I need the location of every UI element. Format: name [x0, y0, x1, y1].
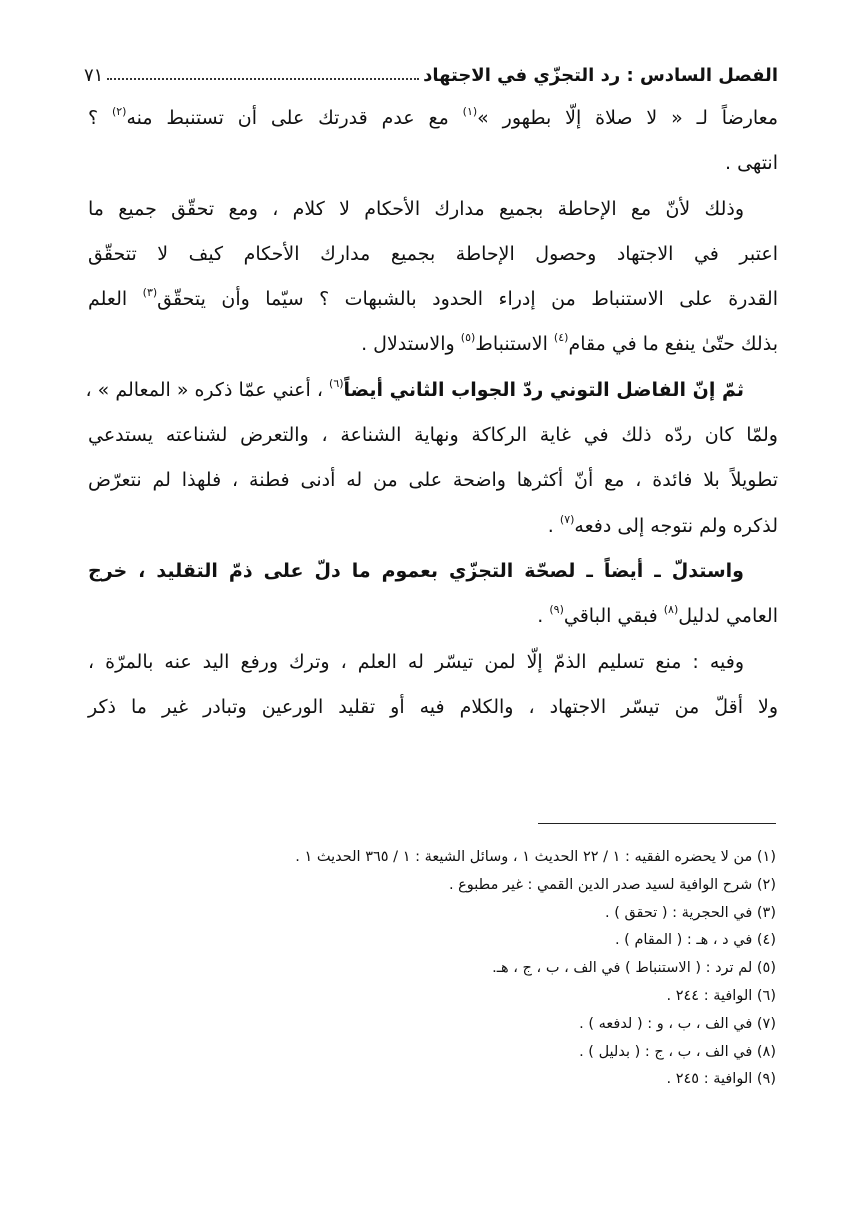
footnote: (٤) في د ، هـ : ( المقام ) . — [614, 932, 776, 949]
footnote-ref: (٧) — [559, 512, 575, 526]
text-segment: وفيه : منع تسليم الذمّ إلّا لمن تيسّر له العلم ، وترك ورفع اليد عنه بالمرّة ، — [88, 650, 744, 673]
text-line — [88, 458, 778, 503]
text-line — [88, 187, 778, 232]
text-segment: القدرة على الاستنباط من إدراء الحدود بالشبهات ؟ سيّما وأن يتحقّق — [157, 288, 778, 311]
text-segment: فبقي الباقي — [563, 605, 664, 628]
footnote-ref: (٦) — [329, 376, 344, 390]
text-line — [85, 368, 778, 413]
text-line — [88, 685, 778, 730]
dot-leader — [107, 78, 419, 80]
footnote: (١) من لا يحضره الفقيه : ١ / ٢٢ الحديث ١ ، وسائل الشيعة : ١ / ٣٦٥ الحديث ١ . — [295, 849, 776, 865]
text-segment: وذلك لأنّ مع الإحاطة بجميع مدارك الأحكام لا كلام ، ومع تحقّق جميع ما — [88, 197, 744, 220]
footnote-ref: (١) — [462, 105, 478, 118]
text-segment: . — [547, 514, 560, 537]
text-line — [88, 96, 778, 141]
text-segment: الاستنباط — [475, 333, 554, 356]
text-segment: ثمّ إنّ الفاضل التوني ردّ الجواب الثاني أيضاً — [343, 378, 744, 401]
text-segment: اعتبر في الاجتهاد وحصول الإحاطة بجميع مدارك الأحكام كيف لا تتحقّق — [88, 242, 778, 265]
text-segment: مع عدم قدرتك على أن تستنبط منه — [126, 107, 463, 129]
text-line — [88, 549, 778, 594]
text-segment: العلم — [88, 288, 143, 311]
text-segment: والاستدلال . — [361, 333, 461, 356]
text-line — [88, 504, 778, 549]
footnote: (٦) الوافية : ٢٤٤ . — [666, 987, 776, 1004]
text-line — [88, 640, 778, 685]
text-line — [88, 413, 778, 458]
footnote: (٩) الوافية : ٢٤٥ . — [666, 1071, 776, 1088]
text-segment: لذكره ولم نتوجه إلى دفعه — [574, 514, 778, 537]
text-line — [88, 141, 778, 186]
footnote-ref: (٨) — [663, 603, 679, 617]
text-segment: العامي لدليل — [678, 605, 778, 628]
text-segment: واستدلّ ـ أيضاً ـ لصحّة التجزّي بعموم ما دلّ على ذمّ التقليد ، خرج — [88, 559, 744, 582]
running-header — [84, 52, 778, 86]
footnote: (٥) لم ترد : ( الاستنباط ) في الف ، ب ، ج ، هـ. — [492, 960, 776, 977]
footnote: (٣) في الحجرية : ( تحقق ) . — [604, 904, 776, 921]
footnote-ref: (٣) — [142, 286, 158, 300]
text-segment: ، أعني عمّا ذكره « المعالم » ، — [85, 378, 330, 401]
text-segment: بذلك حتّىٰ ينفع ما في مقام — [568, 333, 778, 356]
text-line — [88, 277, 778, 322]
footnote: (٨) في الف ، ب ، ج : ( بدليل ) . — [579, 1043, 776, 1060]
main-text — [85, 96, 779, 730]
text-segment: . — [537, 605, 550, 628]
text-segment: ولا أقلّ من تيسّر الاجتهاد ، والكلام فيه أو تقليد الورعين وتبادر غير ما ذكر — [88, 695, 778, 718]
footnotes — [200, 843, 776, 1093]
text-segment: ولمّا كان ردّه ذلك في غاية الركاكة ونهاية الشناعة ، والتعرض لشناعته يستدعي — [88, 424, 778, 447]
footnote: (٢) شرح الوافية لسيد صدر الدين القمي : غير مطبوع . — [448, 876, 776, 893]
page-number: ٧١ — [84, 65, 104, 86]
footnote-ref: (٥) — [460, 331, 476, 345]
text-line — [88, 594, 778, 639]
chapter-title: الفصل السادس : رد التجزّي في الاجتهاد — [423, 65, 778, 86]
footnote-ref: (٤) — [553, 331, 569, 345]
text-segment: تطويلاً بلا فائدة ، مع أنّ أكثرها واضحة على من له أدنى فطنة ، فلهذا لم نتعرّض — [88, 469, 778, 492]
footnote-ref: (٩) — [549, 603, 564, 617]
footnote-ref: (٢) — [111, 105, 127, 118]
text-segment: ؟ — [88, 107, 112, 129]
footnote-separator — [538, 823, 776, 824]
text-line — [88, 232, 778, 277]
text-segment: انتهى . — [725, 152, 778, 175]
text-line — [88, 322, 778, 367]
footnote: (٧) في الف ، ب ، و : ( لدفعه ) . — [579, 1015, 776, 1032]
text-segment: معارضاً لـ « لا صلاة إلّا بطهور » — [477, 107, 779, 129]
